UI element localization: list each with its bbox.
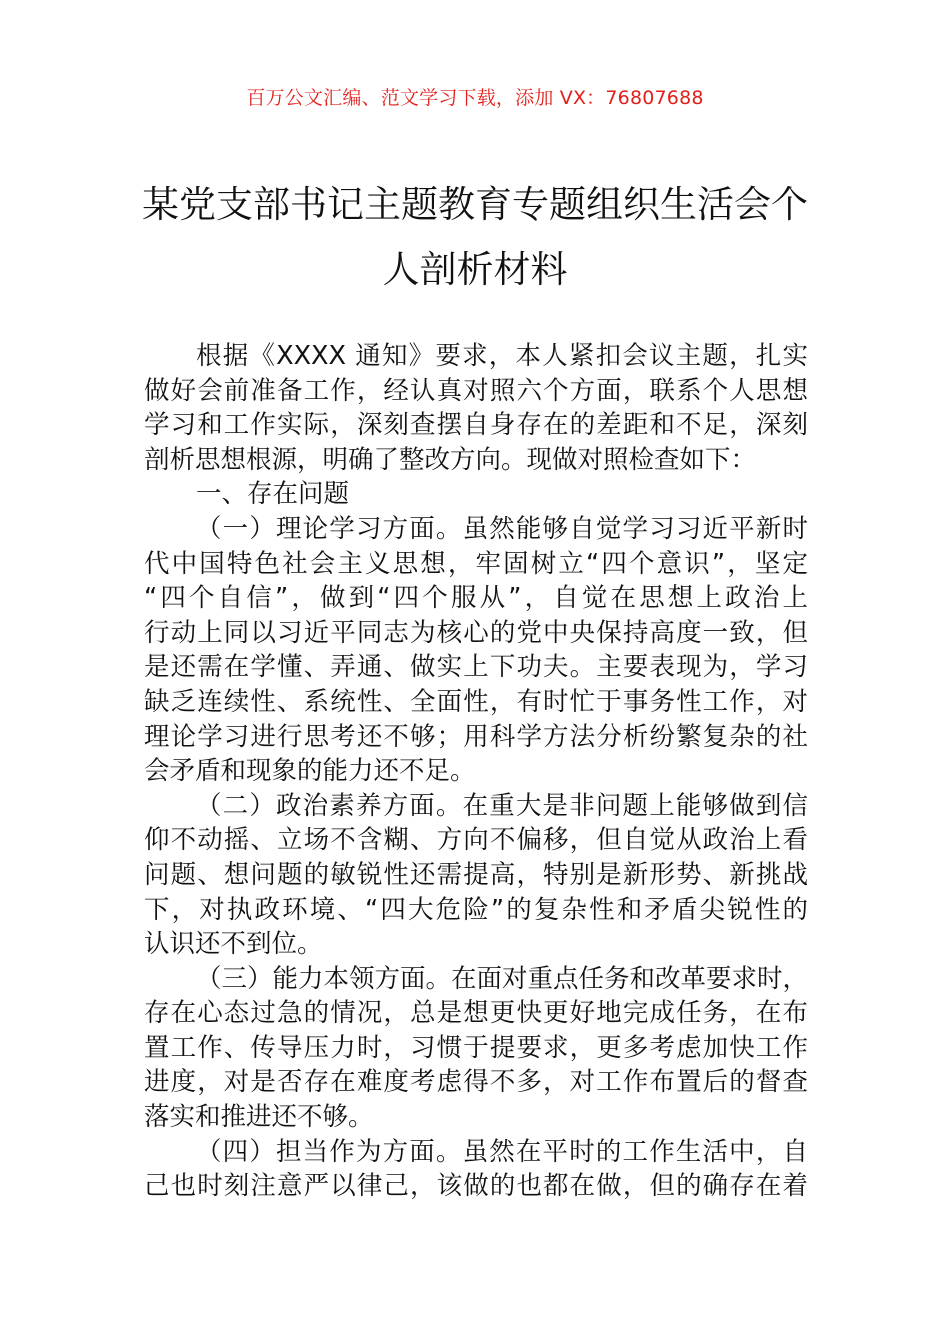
document-body: [144, 339, 808, 1204]
paragraph-line: 剖析思想根源，明确了整改方向。现做对照检查如下：: [144, 444, 757, 475]
paragraph-line: 下，对执政环境、“四大危险”的复杂性和矛盾尖锐性的: [144, 894, 808, 925]
paragraph-line: （二）政治素养方面。在重大是非问题上能够做到信: [196, 790, 808, 821]
paragraph-line: 会矛盾和现象的能力还不足。: [144, 756, 476, 787]
paragraph-line: 理论学习进行思考还不够；用科学方法分析纷繁复杂的社: [144, 721, 808, 752]
paragraph-line: 代中国特色社会主义思想，牢固树立“四个意识”，坚定: [144, 548, 808, 579]
paragraph-line: 存在心态过急的情况，总是想更快更好地完成任务，在布: [144, 998, 808, 1029]
paragraph-line: 缺乏连续性、系统性、全面性，有时忙于事务性工作，对: [144, 686, 808, 717]
paragraph-line: （一）理论学习方面。虽然能够自觉学习习近平新时: [196, 513, 808, 544]
watermark-banner: 百万公文汇编、范文学习下载，添加 VX：76807688: [246, 87, 704, 109]
paragraph-line: 是还需在学懂、弄通、做实上下功夫。主要表现为，学习: [144, 652, 808, 683]
paragraph-line: “四个自信”，做到“四个服从”，自觉在思想上政治上: [144, 583, 808, 614]
paragraph-line: 置工作、传导压力时，习惯于提要求，更多考虑加快工作: [144, 1032, 808, 1063]
paragraph-line: 根据《XXXX 通知》要求，本人紧扣会议主题，扎实: [196, 341, 808, 371]
paragraph-line: 问题、想问题的敏锐性还需提高，特别是新形势、新挑战: [144, 859, 808, 890]
paragraph-line: 仰不动摇、立场不含糊、方向不偏移，但自觉从政治上看: [144, 825, 808, 856]
paragraph-line: 认识还不到位。: [144, 929, 323, 960]
paragraph-line: 进度，对是否存在难度考虑得不多，对工作布置后的督查: [144, 1067, 808, 1098]
paragraph-line: 学习和工作实际，深刻查摆自身存在的差距和不足，深刻: [144, 410, 808, 441]
paragraph-line: 己也时刻注意严以律己，该做的也都在做，但的确存在着: [144, 1171, 808, 1202]
paragraph-line: 行动上同以习近平同志为核心的党中央保持高度一致，但: [144, 617, 808, 648]
paragraph-line: 做好会前准备工作，经认真对照六个方面，联系个人思想: [144, 375, 808, 406]
paragraph-line: 落实和推进还不够。: [144, 1102, 374, 1133]
document-title-line-2: 人剖析材料: [382, 248, 568, 291]
document-title-line-1: 某党支部书记主题教育专题组织生活会个: [142, 183, 808, 226]
paragraph-line: （三）能力本领方面。在面对重点任务和改革要求时，: [196, 963, 809, 994]
section-heading: 一、存在问题: [196, 479, 350, 510]
paragraph-line: （四）担当作为方面。虽然在平时的工作生活中，自: [196, 1136, 808, 1167]
